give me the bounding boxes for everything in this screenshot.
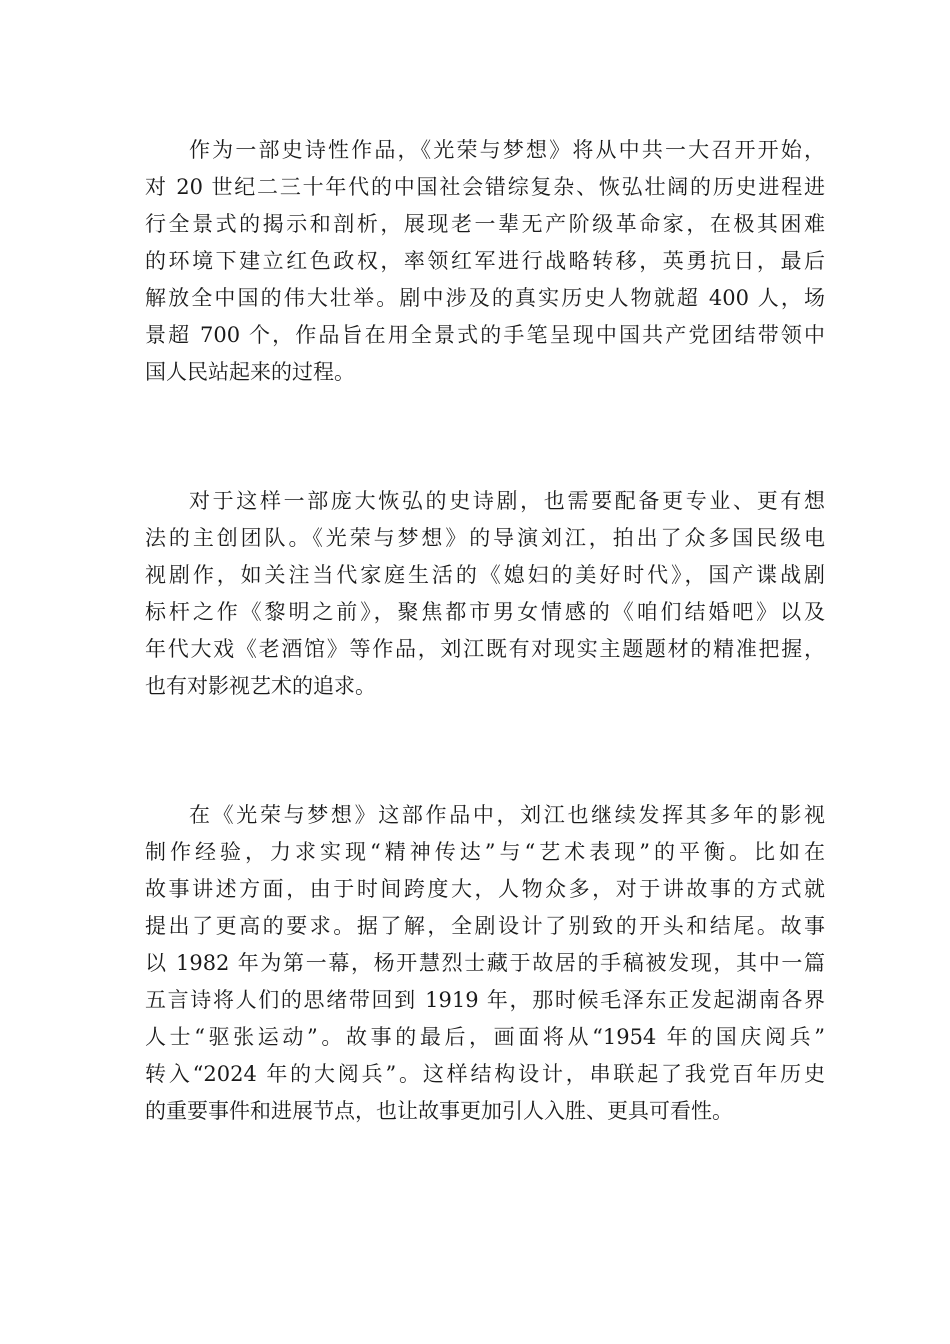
text-line: 在《光荣与梦想》这部作品中，刘江也继续发挥其多年的影视 xyxy=(189,803,825,827)
text-line: 解放全中国的伟大壮举。剧中涉及的真实历史人物就超 400 人，场 xyxy=(145,285,825,310)
text-line: 人士“驱张运动”。故事的最后，画面将从“1954 年的国庆阅兵” xyxy=(145,1024,825,1049)
text-line: 标杆之作《黎明之前》，聚焦都市男女情感的《咱们结婚吧》以及 xyxy=(145,599,825,624)
text-line: 作为一部史诗性作品，《光荣与梦想》将从中共一大召开开始， xyxy=(189,138,825,162)
paragraph-2 xyxy=(145,483,825,705)
text-line: 对于这样一部庞大恢弘的史诗剧，也需要配备更专业、更有想 xyxy=(189,489,825,513)
text-line: 制作经验，力求实现“精神传达”与“艺术表现”的平衡。比如在 xyxy=(145,839,825,864)
text-line: 视剧作，如关注当代家庭生活的《媳妇的美好时代》，国产谍战剧 xyxy=(145,562,825,587)
text-line: 以 1982 年为第一幕，杨开慧烈士藏于故居的手稿被发现，其中一篇 xyxy=(145,950,825,975)
text-line: 转入“2024 年的大阅兵”。这样结构设计，串联起了我党百年历史 xyxy=(145,1061,825,1086)
text-line: 行全景式的揭示和剖析，展现老一辈无产阶级革命家，在极其困难 xyxy=(145,211,825,236)
text-line: 景超 700 个，作品旨在用全景式的手笔呈现中国共产党团结带领中 xyxy=(145,322,825,347)
text-line: 提出了更高的要求。据了解，全剧设计了别致的开头和结尾。故事 xyxy=(145,913,825,938)
paragraph-3 xyxy=(145,797,825,1129)
text-line: 的重要事件和进展节点，也让故事更加引人入胜、更具可看性。 xyxy=(145,1098,733,1123)
text-line: 五言诗将人们的思绪带回到 1919 年，那时候毛泽东正发起湖南各界 xyxy=(145,987,825,1012)
text-line: 也有对影视艺术的追求。 xyxy=(145,673,376,698)
text-line: 年代大戏《老酒馆》等作品，刘江既有对现实主题题材的精准把握， xyxy=(145,636,825,661)
paragraph-1 xyxy=(145,132,825,391)
text-line: 的环境下建立红色政权，率领红军进行战略转移，英勇抗日，最后 xyxy=(145,248,825,273)
text-line: 国人民站起来的过程。 xyxy=(145,359,355,384)
text-line: 法的主创团队。《光荣与梦想》的导演刘江，拍出了众多国民级电 xyxy=(145,525,825,550)
text-line: 故事讲述方面，由于时间跨度大，人物众多，对于讲故事的方式就 xyxy=(145,876,825,901)
text-line: 对 20 世纪二三十年代的中国社会错综复杂、恢弘壮阔的历史进程进 xyxy=(145,174,825,199)
